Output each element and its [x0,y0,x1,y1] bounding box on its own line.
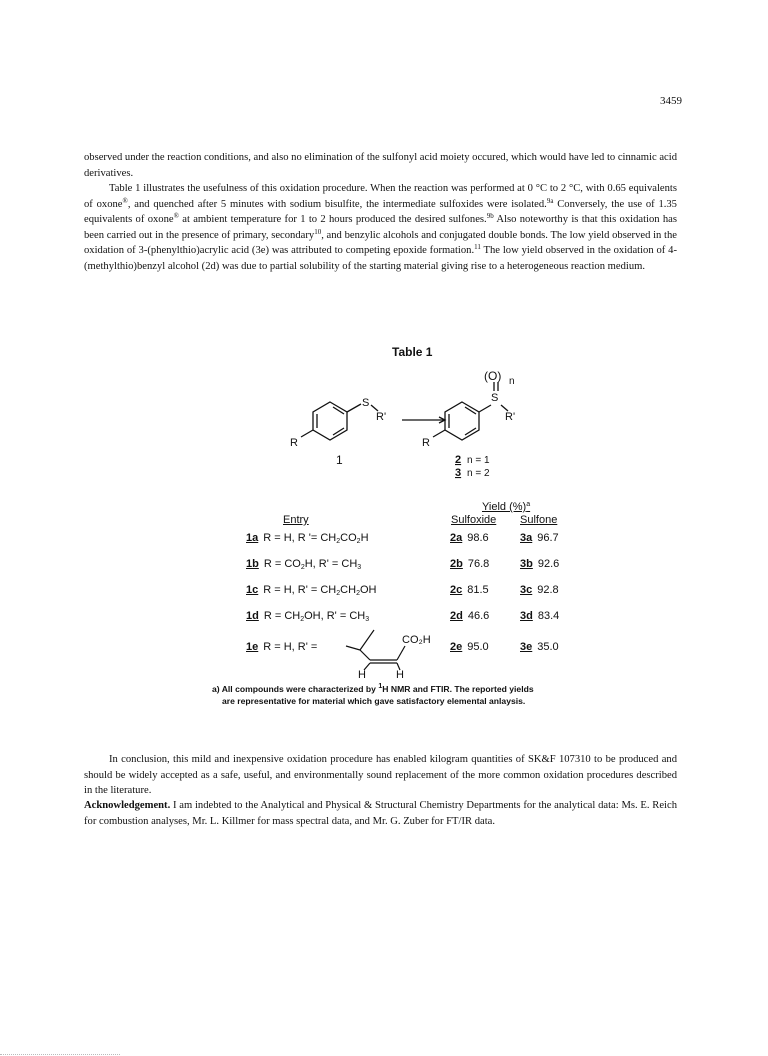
svg-text:R: R [422,437,430,449]
svg-text:CO₂H: CO₂H [402,634,431,646]
conclusion-paragraph: In conclusion, this mild and inexpensive oxidation procedure has enabled kilogram quantities of SK&F 107310 to be produced and should be widely accepted as a safe, useful, and environmentally sound replacement of the more common oxidation procedures described in the literature. [84,754,677,797]
results-paragraph: Table 1 illustrates the usefulness of this oxidation procedure. When the reaction was performed at 0 °C to 2 °C, with 0.65 equivalents of oxone®, and quenched after 5 minutes with sodium bisulfite, the intermediate sulfoxides were isolated.$^{9a}$ Conversely, the use of 1.35 equivalents of oxone® at ambient temperature for 1 to 2 hours produced the desired sulfones.$^{9b}$ Also noteworthy is that this oxidation has been carried out in the presence of primary, secondary$^{10}$, and benzylic alcohols and conjugated double bonds. The low yield observed in the oxidation of 3-(phenylthio)acrylic acid (3e) was attributed to competing epoxide formation.$^{11}$ The low yield observed in the oxidation of 4-(methylthio)benzyl alcohol (2d) was due to partial solubility of the starting material giving rise to a heterogeneous reaction medium. [84,183,678,272]
page-number: 3459 [660,95,682,107]
svg-text:(O): (O) [484,369,502,383]
col-entry: Entry [283,514,309,526]
sulfoxide-yield: 2e 95.0 [450,641,489,653]
table-title: Table 1 [392,345,433,359]
svg-text:1: 1 [336,453,343,467]
benzene-ring-product [445,402,479,440]
table-footnote: a) All compounds were characterized by $^1$H NMR and FTIR. The reported yields are representative for material which gave satisfactory elemental anlaysis. [212,683,534,706]
svg-text:n: n [509,376,515,387]
svg-text:S: S [362,397,370,409]
sulfoxide-yield: 2c 81.5 [450,584,489,596]
svg-text:2: 2 [455,454,462,466]
sulfone-yield: 3d 83.4 [520,610,560,622]
table-row: 1b $R = CO_2H$, $R' = CH_3$ [246,558,362,571]
col-sulfone: Sulfone [520,514,558,526]
reaction-scheme [280,362,560,487]
svg-text:R: R [290,437,298,449]
table-row: 1e R = H, R' = [246,641,318,653]
svg-text:n = 2: n = 2 [467,468,490,479]
intro-paragraph: observed under the reaction conditions, and also no elimination of the sulfonyl acid moiety occured, which would have led to cinnamic acid derivatives. [84,152,677,179]
svg-text:R': R' [505,411,516,423]
acknowledgement-heading: Acknowledgement. [84,800,171,811]
table-row: 1d $R = CH_2OH$, $R' = CH_3$ [246,610,370,623]
sulfoxide-yield: 2a 98.6 [450,532,489,544]
sulfone-yield: 3e 35.0 [520,641,559,653]
table-row: 1c R = H, $R' = CH_2CH_2OH$ [246,584,377,597]
sulfoxide-yield: 2d 46.6 [450,610,490,622]
svg-text:R': R' [376,411,387,423]
acknowledgement: Acknowledgement. I am indebted to the Analytical and Physical & Structural Chemistry Departments for the analytical data: Ms. E. Reich for combustion analyses, Mr. L. Killmer for mass spectral data, and Mr. G. Zuber for FT/IR data. [84,800,677,827]
svg-text:S: S [491,392,499,404]
sulfone-yield: 3b 92.6 [520,558,560,570]
yield-header: Yield (%)$^a$ [482,501,531,513]
svg-text:H: H [358,669,366,678]
acrylic-substituent [342,620,452,678]
svg-text:n = 1: n = 1 [467,455,490,466]
benzene-ring-start [313,402,347,440]
svg-text:3: 3 [455,467,462,479]
sulfone-yield: 3a 96.7 [520,532,559,544]
svg-text:H: H [396,669,404,678]
col-sulfoxide: Sulfoxide [451,514,497,526]
sulfone-yield: 3c 92.8 [520,584,559,596]
sulfoxide-yield: 2b 76.8 [450,558,490,570]
table-row: 1a R = H, R '= $CH_2CO_2H$ [246,532,369,545]
